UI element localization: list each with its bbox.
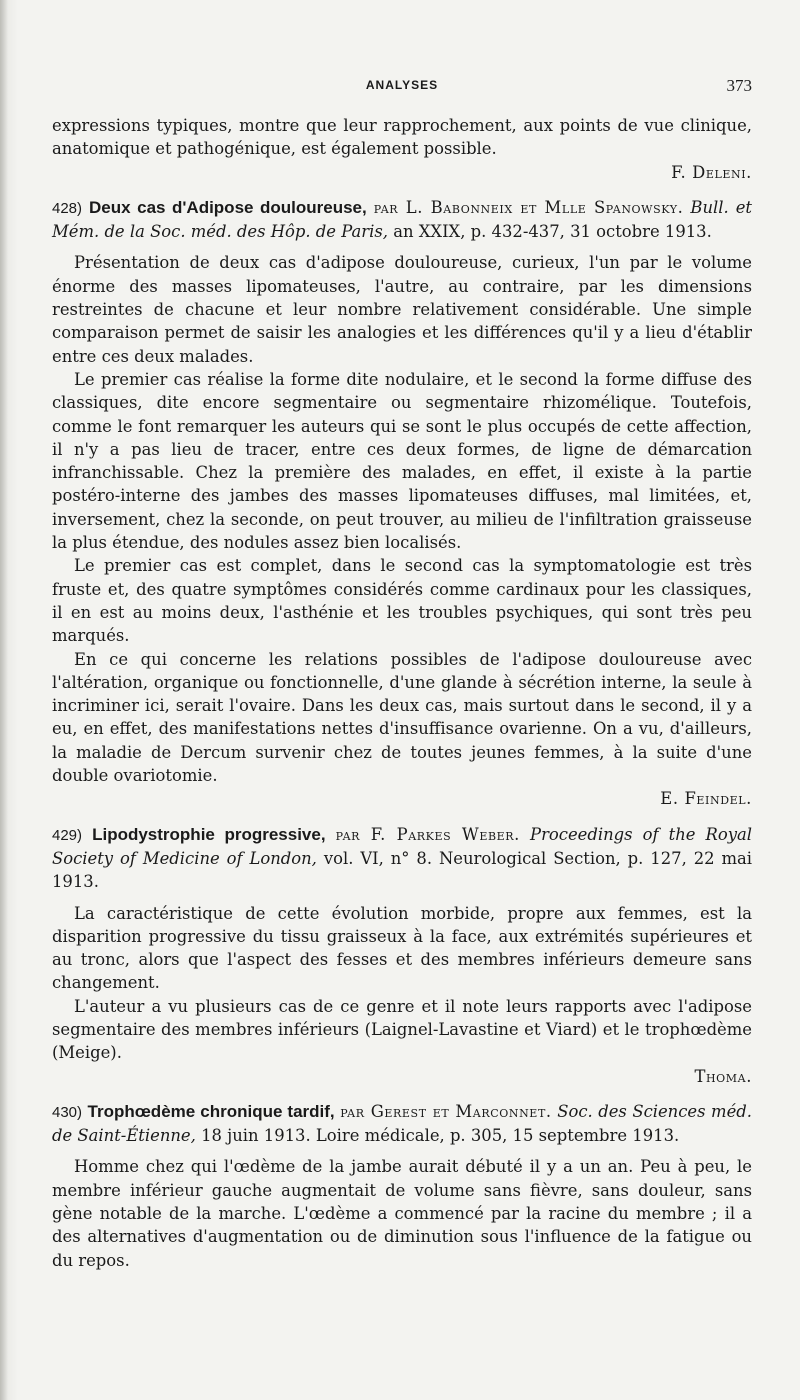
entry-number: 430) [52, 1103, 83, 1121]
running-title: ANALYSES [365, 78, 439, 92]
entry-reference-journal: Proceedings of the Royal Society of Medicine of London, [52, 824, 752, 868]
page-number: 373 [726, 76, 752, 95]
entry-byline: par F. Parkes Weber. [335, 824, 520, 844]
abstract-entry-428 [52, 196, 752, 811]
entry-paragraph: Le premier cas est complet, dans le second cas la symptomatologie est très fruste et, des quatre symptômes considérés comme cardinaux pour les classiques, il en est au moins deux, l'asthénie et les troubles psychiques, qui sont très peu marqués. [52, 556, 752, 646]
entry-reference-journal: Soc. des Sciences méd. de Saint-Étienne, [52, 1101, 752, 1146]
entry-title: Trophœdème chronique tardif, [87, 1101, 335, 1121]
entry-paragraph: L'auteur a vu plusieurs cas de ce genre et il note leurs rapports avec l'adipose segmentaire des membres inférieurs (Laignel-Lavastine et Viard) et le trophœdème (Meige). [52, 996, 752, 1063]
entry-number: 429) [52, 826, 83, 844]
entry-heading [52, 196, 752, 244]
page-content [52, 114, 752, 1272]
entry-title: Deux cas d'Adipose douloureuse, [89, 197, 367, 217]
intro-paragraph: expressions typiques, montre que leur rapprochement, aux points de vue clinique, anatomique et pathogénique, est également possible. [52, 116, 752, 159]
entry-reference-details: an XXIX, p. 432-437, 31 octobre 1913. [393, 222, 712, 242]
entry-paragraph: La caractéristique de cette évolution morbide, propre aux femmes, est la disparition progressive du tissu graisseux à la face, aux extrémités supérieures et au tronc, alors que l'aspect des fesses et des membres inférieurs demeure sans changement. [52, 903, 752, 993]
entry-reference-details: vol. VI, n° 8. Neurological Section, p. 127, 22 mai 1913. [52, 848, 753, 892]
entry-paragraph: Présentation de deux cas d'adipose douloureuse, curieux, l'un par le volume énorme des masses lipomateuses, l'autre, au contraire, par les dimensions restreintes de chacune et leur nombre relativement considérable. Une simple comparaison permet de saisir les analogies et les différences qu'il y a lieu d'établir entre ces deux malades. [52, 253, 752, 366]
entry-byline: par L. Babonneix et Mlle Spanowsky. [373, 197, 684, 217]
entry-number: 428) [52, 199, 83, 217]
entry-signature: Thoma. [694, 1066, 752, 1086]
entry-signature: E. Feindel. [660, 789, 752, 809]
entry-title: Lipodystrophie progressive, [92, 824, 326, 844]
entry-paragraph: Le premier cas réalise la forme dite nodulaire, et le second la forme diffuse des classiques, dite encore segmentaire ou segmentaire rhizomélique. Toutefois, comme le font remarquer les auteurs qui se sont le plus occupés de cette affection, il n'y a pas lieu de tracer, entre ces deux formes, de ligne de démarcation infranchissable. Chez la première des malades, en effet, il existe à la partie postéro-interne des jambes des masses lipomateuses diffuses, mal limitées, et, inversement, chez la seconde, on peut trouver, au milieu de l'infiltration graisseuse la plus étendue, des nodules assez bien localisés. [52, 369, 752, 553]
entry-byline: par Gerest et Marconnet. [340, 1101, 552, 1121]
page-header [52, 78, 752, 100]
entry-reference-details: 18 juin 1913. Loire médicale, p. 305, 15 septembre 1913. [201, 1126, 680, 1146]
entry-heading [52, 823, 752, 894]
entry-paragraph: En ce qui concerne les relations possibles de l'adipose douloureuse avec l'altération, organique ou fonctionnelle, d'une glande à sécrétion interne, la seule à incriminer ici, serait l'ovaire. Dans les deux cas, mais surtout dans le second, il y a eu, en effet, des manifestations nettes d'insuffisance ovarienne. On a vu, d'ailleurs, la maladie de Dercum survenir chez de toutes jeunes femmes, à la suite d'une double ovariotomie. [52, 649, 752, 786]
intro-signature: F. Deleni. [671, 162, 752, 182]
abstract-entry-430 [52, 1100, 752, 1272]
entry-paragraph: Homme chez qui l'œdème de la jambe aurait débuté il y a un an. Peu à peu, le membre inférieur gauche augmentait de volume sans fièvre, sans douleur, sans gène notable de la marche. L'œdème a commencé par la racine du membre ; il a des alternatives d'augmentation ou de diminution sous l'influence de la fatigue ou du repos. [52, 1157, 752, 1270]
abstract-entry-429 [52, 823, 752, 1088]
entry-reference-journal: Bull. et Mém. de la Soc. méd. des Hôp. de Paris, [52, 197, 752, 242]
page-gutter-shadow [0, 0, 8, 1400]
entry-heading [52, 1100, 752, 1148]
